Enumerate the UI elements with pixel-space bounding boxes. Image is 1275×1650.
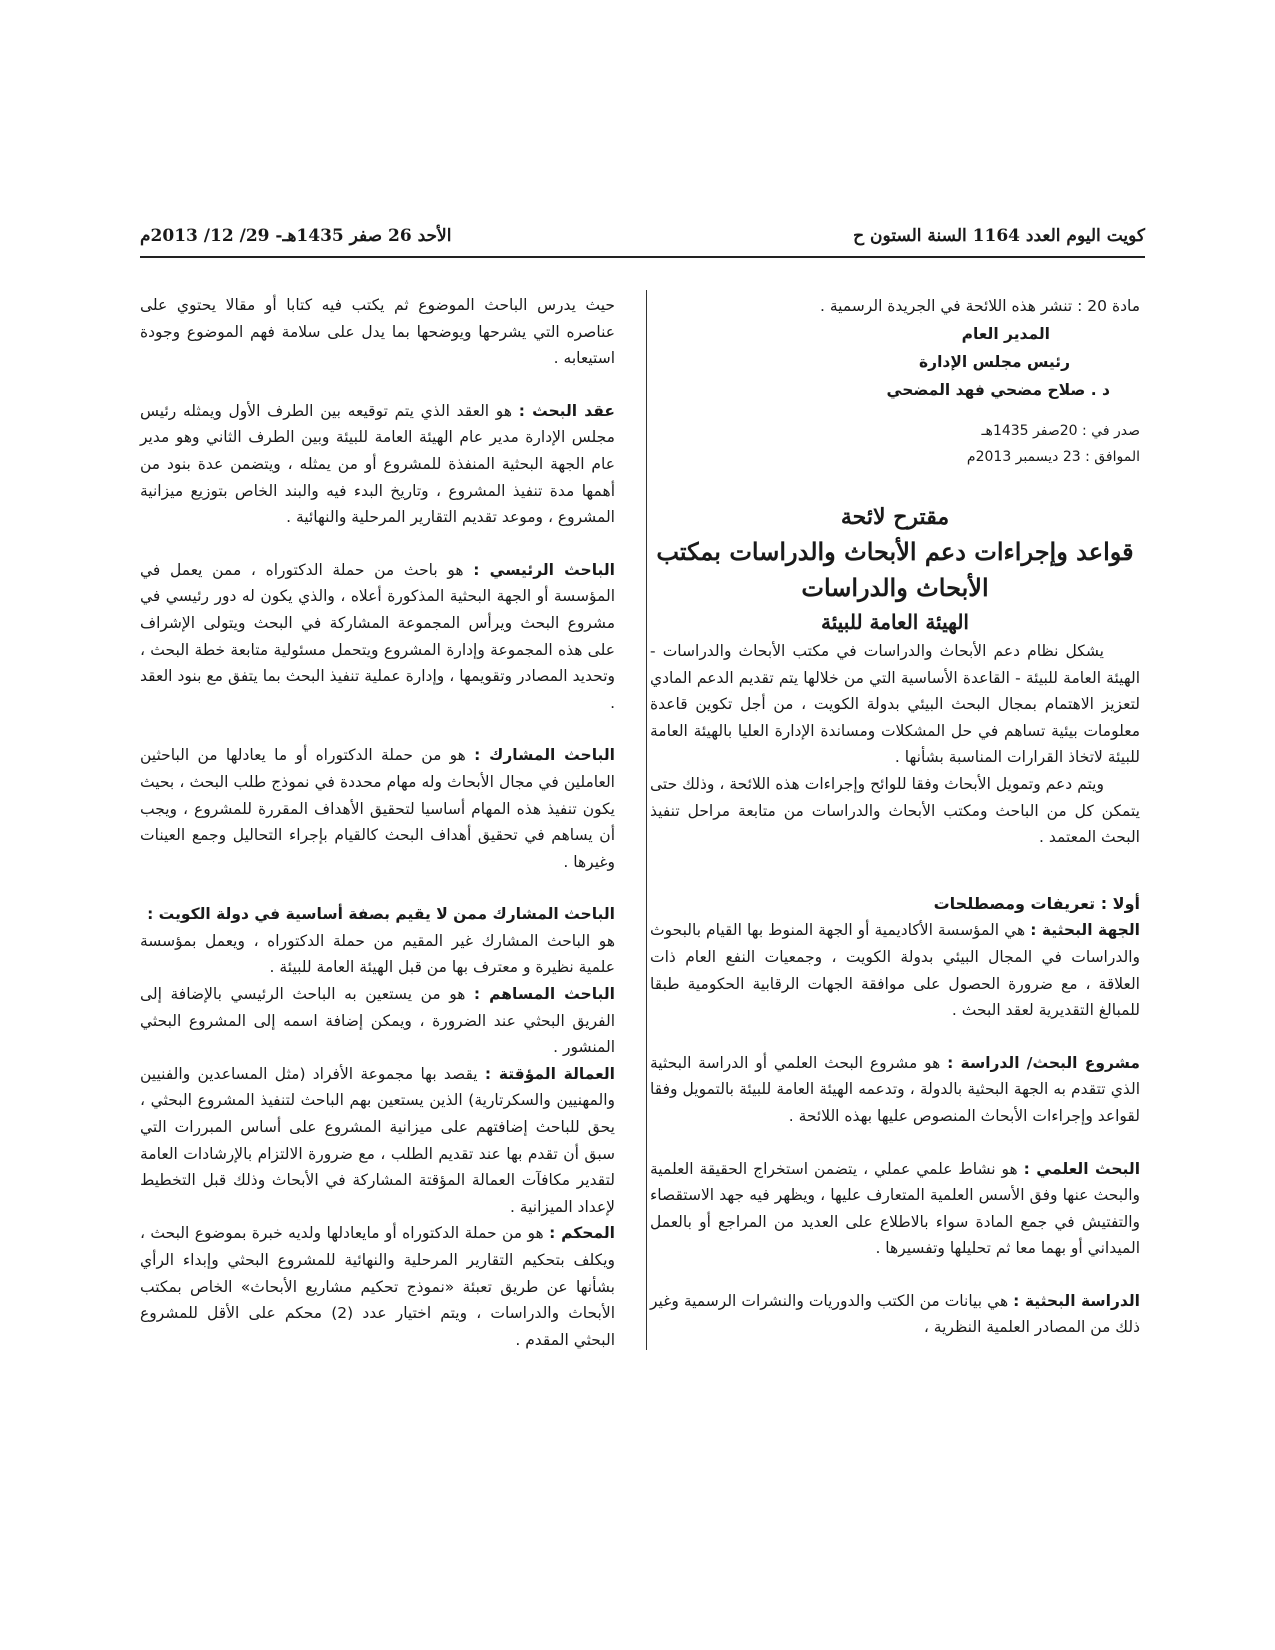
definition-term: الدراسة البحثية : — [1013, 1291, 1140, 1310]
regulation-title — [650, 500, 1140, 638]
article-20: مادة 20 : تنشر هذه اللائحة في الجريدة الرسمية . — [820, 297, 1140, 315]
definition-nonresident-researcher-term: الباحث المشارك ممن لا يقيم بصفة أساسية في دولة الكويت : — [147, 905, 615, 924]
title-line-1: مقترح لائحة — [840, 504, 950, 530]
definition-term: الباحث الرئيسي : — [473, 560, 615, 579]
definition-research-body: الجهة البحثية : هي المؤسسة الأكاديمية أو الجهة المنوط بها القيام بالبحوث والدراسات في المجال البيئي بدولة الكويت ، وجمعيات النفع العام ذات العلاقة ، مع ضرورة الحصول على موافقة الجهات الرقابية الحكومية طبقا للمبالغ التقديرية لعقد البحث . — [650, 921, 1140, 1020]
title-line-3: الهيئة العامة للبيئة — [821, 610, 969, 634]
definition-research-study: الدراسة البحثية : هي بيانات من الكتب والدوريات والنشرات الرسمية وغير ذلك من المصادر العلمية النظرية ، — [650, 1291, 1140, 1337]
signature-name: د . صلاح مضحي فهد المضحي — [886, 381, 1110, 399]
signature-title: المدير العام — [961, 325, 1050, 343]
definition-term: المحكم : — [549, 1224, 615, 1243]
study-continuation: حيث يدرس الباحث الموضوع ثم يكتب فيه كتابا أو مقالا يحتوي على عناصره التي يشرحها ويوضحها بما يدل على سلامة فهم الموضوع وجودة استيعابه . — [140, 296, 615, 368]
corresponding-date: الموافق : 23 ديسمبر 2013م — [966, 449, 1140, 465]
definition-scientific-research: البحث العلمي : هو نشاط علمي عملي ، يتضمن استخراج الحقيقة العلمية والبحث عنها وفق الأسس العلمية المتعارف عليها ، ويظهر فيه جهد الاستقصاء والتفتيش في جمع المادة سواء بالاطلاع على العديد من المراجع أو بالعمل الميداني أو بهما معا ثم تحليلها وتفسيرها . — [650, 1159, 1141, 1258]
issue-dates — [650, 418, 1140, 470]
intro-paragraph-2: ويتم دعم وتمويل الأبحاث وفقا للوائح وإجراءات هذه اللائحة ، وذلك حتى يتمكن كل من الباحث ومكتب الأبحاث والدراسات من متابعة مراحل تنفيذ البحث المعتمد . — [650, 774, 1140, 847]
definition-nonresident-researcher: هو الباحث المشارك غير المقيم من حملة الدكتوراه ، ويعمل بمؤسسة علمية نظيرة و معترف بها من قبل الهيئة العامة للبيئة . — [140, 931, 615, 977]
definition-term: عقد البحث : — [518, 401, 615, 420]
signature-board: رئيس مجلس الإدارة — [919, 353, 1070, 371]
definition-research-project: مشروع البحث/ الدراسة : هو مشروع البحث العلمي أو الدراسة البحثية الذي تتقدم به الجهة البحثية بالدولة ، وتدعمه الهيئة العامة للبيئة بالتمويل وفقا لقواعد وإجراءات الأبحاث المنصوص عليها بهذه اللائحة . — [650, 1053, 1140, 1125]
right-column — [650, 292, 1140, 1341]
page-header — [140, 226, 1145, 256]
definition-term: الجهة البحثية : — [1030, 921, 1140, 940]
intro-paragraph-1: يشكل نظام دعم الأبحاث والدراسات في مكتب الأبحاث والدراسات - الهيئة العامة للبيئة - القاعدة الأساسية التي من خلالها يتم تقديم الدعم المادي لتعزيز الاهتمام بمجال البحث البيئي بدولة الكويت ، من أجل تكوين قاعدة معلومات بيئية تساهم في حل المشكلات ومساندة الإدارة العليا بالهيئة العامة للبيئة لاتخاذ القرارات المناسبة بشأنها . — [650, 642, 1140, 767]
issued-date: صدر في : 20صفر 1435هـ — [981, 423, 1140, 439]
title-line-2: قواعد وإجراءات دعم الأبحاث والدراسات بمكتب الأبحاث والدراسات — [656, 537, 1134, 602]
signature-block — [650, 292, 1140, 404]
definition-term: العمالة المؤقتة : — [484, 1064, 615, 1083]
header-date: الأحد 26 صفر 1435هـ- 29/ 12/ 2013م — [140, 226, 452, 246]
definition-principal-researcher: الباحث الرئيسي : هو باحث من حملة الدكتوراه ، ممن يعمل في المؤسسة أو الجهة البحثية المذكورة أعلاه ، والذي يكون له دور رئيسي في مشروع البحث ويرأس المجموعة المشاركة في البحث ويتولى الإشراف على هذه المجموعة وإدارة المشروع ويتحمل مسئولية متابعة خطة البحث ، وتحديد المصادر وتقويمها ، وإدارة عملية تنفيذ البحث بما يتفق مع بنود العقد . — [140, 560, 615, 712]
definition-term: مشروع البحث/ الدراسة : — [947, 1053, 1140, 1072]
column-divider — [646, 290, 647, 1350]
header-gazette-info: كويت اليوم العدد 1164 السنة الستون ح — [853, 226, 1145, 246]
definition-term: البحث العلمي : — [1023, 1159, 1141, 1178]
definition-participating-researcher: الباحث المشارك : هو من حملة الدكتوراه أو ما يعادلها من الباحثين العاملين في مجال الأبحاث وله مهام محددة في نموذج طلب البحث ، بحيث يكون تنفيذ هذه المهام أساسيا لتحقيق الأهداف المقررة للمشروع ، ويجب أن يساهم في تحقيق أهداف البحث كالقيام بإجراء التحاليل وجمع العينات وغيرها . — [140, 746, 615, 871]
definition-term: الباحث المشارك : — [474, 746, 615, 765]
definition-contributing-researcher: الباحث المساهم : هو من يستعين به الباحث الرئيسي بالإضافة إلى الفريق البحثي عند الضرورة ، ويمكن إضافة اسمه إلى المشروع البحثي المنشور . — [140, 985, 616, 1057]
definition-research-contract: عقد البحث : هو العقد الذي يتم توقيعه بين الطرف الأول ويمثله رئيس مجلس الإدارة مدير عام الهيئة العامة للبيئة وبين الطرف الثاني وهو مدير عام الجهة البحثية المنفذة للمشروع أو من يمثله ، ويتضمن عدة بنود من أهمها مدة تنفيذ المشروع ، وتاريخ البدء فيه والبند الخاص بتوزيع ميزانية المشروع ، وموعد تقديم التقارير المرحلية والنهائية . — [140, 401, 615, 527]
definition-arbitrator: المحكم : هو من حملة الدكتوراه أو مايعادلها ولديه خبرة بموضوع البحث ، ويكلف بتحكيم التقارير المرحلية والنهائية للمشروع البحثي وإبداء الرأي بشأنها عن طريق تعبئة «نموذج تحكيم مشاريع الأبحاث» الخاص بمكتب الأبحاث والدراسات ، ويتم اختيار عدد (2) محكم على الأقل للمشروع البحثي المقدم . — [140, 1224, 615, 1349]
definition-temporary-labor: العمالة المؤقتة : يقصد بها مجموعة الأفراد (مثل المساعدين والفنيين والمهنيين والسكرتارية) الذين يستعين بهم الباحث لتنفيذ المشروع البحثي ، يحق للباحث إضافتهم على ميزانية المشروع على أساس المبررات التي سبق أن تقدم بها عند تقديم الطلب ، مع ضرورة الالتزام بالإرشادات العامة لتقدير مكافآت العمالة المؤقتة المشاركة في الأبحاث وذلك قبل التخطيط لإعداد الميزانية . — [140, 1064, 615, 1216]
definition-term: الباحث المساهم : — [473, 985, 616, 1004]
left-column — [140, 292, 615, 1353]
section-heading: أولا : تعريفات ومصطلحات — [933, 893, 1140, 913]
header-rule — [140, 256, 1145, 258]
